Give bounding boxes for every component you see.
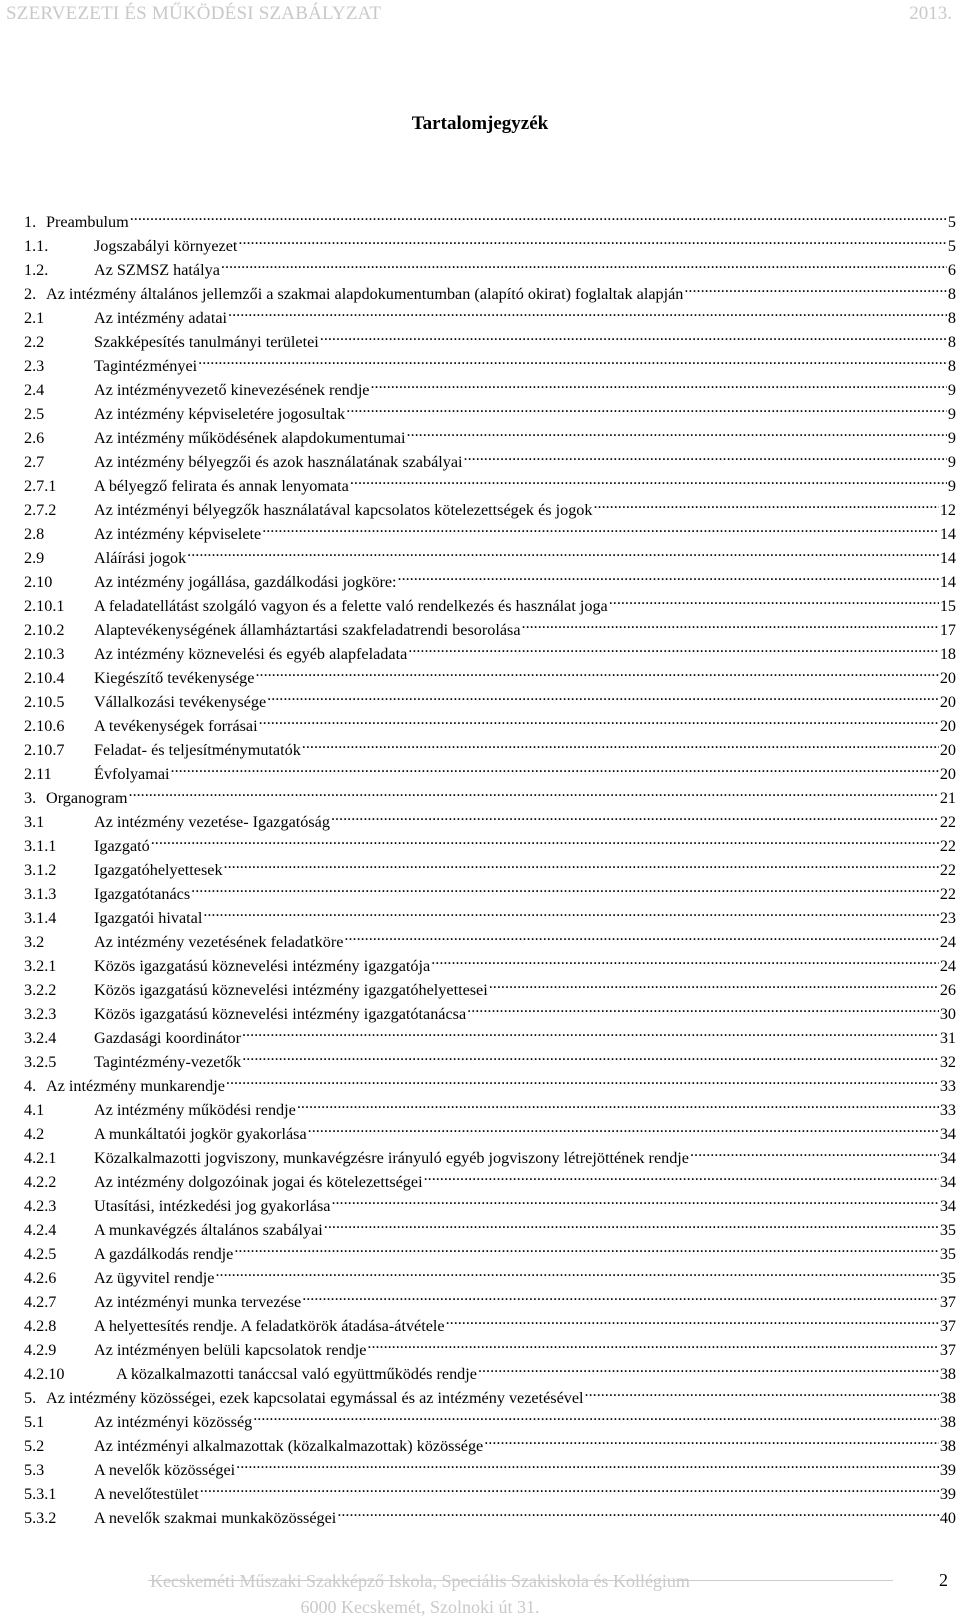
toc-entry-title: A nevelők szakmai munkaközösségei (94, 1509, 337, 1527)
toc-entry-title: Az intézmény bélyegzői és azok használatának szabályai (94, 453, 463, 471)
toc-entry-page: 26 (939, 981, 956, 999)
toc-leader-dots (191, 875, 939, 899)
toc-entry-title: Igazgatóhelyettesek (94, 861, 223, 879)
toc-leader-dots (255, 659, 938, 683)
toc-entry-number: 3.2.5 (24, 1053, 57, 1071)
toc-leader-dots (464, 443, 947, 467)
toc-leader-dots (226, 1067, 939, 1091)
toc-entry-number: 5.1 (24, 1413, 45, 1431)
toc-entry-title: A nevelők közösségei (94, 1461, 236, 1479)
toc-entry-page: 9 (947, 381, 956, 399)
toc-leader-dots (129, 779, 939, 803)
toc-leader-dots (302, 731, 939, 755)
toc-entry[interactable] (24, 1187, 956, 1215)
toc-entry[interactable] (24, 1427, 956, 1455)
toc-leader-dots (467, 995, 939, 1019)
toc-entry-title: Kiegészítő tevékenysége (94, 669, 255, 687)
toc-entry-page: 38 (939, 1389, 956, 1407)
toc-leader-dots (478, 1355, 939, 1379)
toc-entry[interactable] (24, 467, 956, 495)
toc-leader-dots (221, 251, 947, 275)
toc-leader-dots (609, 587, 939, 611)
toc-entry-title: Az intézmény jogállása, gazdálkodási jogköre: (94, 573, 397, 591)
toc-entry[interactable] (24, 1163, 956, 1191)
toc-entry[interactable] (24, 1115, 956, 1143)
toc-entry-title: Az intézmény működésének alapdokumentumai (94, 429, 406, 447)
toc-entry-number: 3.1.2 (24, 861, 57, 879)
page-title: Tartalomjegyzék (411, 113, 549, 134)
toc-entry-title: Az intézményi bélyegzők használatával kapcsolatos kötelezettségek és jogok (94, 501, 593, 519)
toc-entry[interactable] (24, 371, 956, 399)
toc-entry-title: Az ügyvitel rendje (94, 1269, 215, 1287)
toc-entry-page: 34 (939, 1149, 956, 1167)
toc-entry-page: 31 (939, 1029, 956, 1047)
toc-entry-number: 3.2 (24, 933, 45, 951)
toc-leader-dots (130, 203, 947, 227)
toc-entry[interactable] (24, 1091, 956, 1119)
toc-entry[interactable] (24, 491, 956, 519)
toc-entry-title: Vállalkozási tevékenysége (94, 693, 267, 711)
toc-leader-dots (398, 563, 939, 587)
toc-entry-page: 33 (939, 1077, 956, 1095)
toc-entry-title: Szakképesítés tanulmányi területei (94, 333, 319, 351)
toc-entry[interactable] (24, 635, 956, 663)
toc-entry-title: A nevelőtestület (94, 1485, 199, 1503)
toc-entry-number: 4.2.9 (24, 1341, 57, 1359)
toc-entry-number: 4.2.5 (24, 1245, 57, 1263)
toc-leader-dots (200, 1475, 939, 1499)
toc-entry-number: 2.5 (24, 405, 45, 423)
toc-entry-page: 9 (947, 477, 956, 495)
toc-entry-number: 3.2.2 (24, 981, 57, 999)
toc-entry[interactable] (24, 803, 956, 831)
toc-entry-page: 9 (947, 429, 956, 447)
toc-entry[interactable] (24, 539, 956, 567)
toc-entry-title: Igazgatói hivatal (94, 909, 203, 927)
toc-leader-dots (337, 1499, 939, 1523)
toc-leader-dots (489, 971, 939, 995)
toc-entry-number: 2.10.3 (24, 645, 65, 663)
toc-entry-title: A feladatellátást szolgáló vagyon és a felette való rendelkezés és használat joga (94, 597, 608, 615)
toc-entry-page: 18 (939, 645, 956, 663)
toc-entry-page: 8 (947, 333, 956, 351)
toc-entry-page: 17 (939, 621, 956, 639)
toc-entry[interactable] (24, 707, 956, 735)
toc-leader-dots (408, 635, 939, 659)
toc-entry-number: 2.10.4 (24, 669, 65, 687)
toc-entry-number: 4.2.3 (24, 1197, 57, 1215)
toc-entry-number: 2.10.6 (24, 717, 65, 735)
toc-entry-title: Az intézmény vezetésének feladatköre (94, 933, 344, 951)
toc-leader-dots (320, 323, 947, 347)
toc-entry[interactable] (24, 275, 956, 303)
toc-entry-page: 37 (939, 1317, 956, 1335)
toc-entry-title: Az intézményi alkalmazottak (közalkalmazottak) közössége (94, 1437, 484, 1455)
toc-entry-title: Az intézmény működési rendje (94, 1101, 296, 1119)
toc-entry-title: Az intézményi munka tervezése (94, 1293, 302, 1311)
toc-entry-title: Alaptevékenységének államháztartási szakfeladatrendi besorolása (94, 621, 521, 639)
toc-entry-title: Az intézmény dolgozóinak jogai és kötelezettségei (94, 1173, 423, 1191)
toc-entry-number: 4.2.1 (24, 1149, 57, 1167)
toc-entry-title: A tevékenységek forrásai (94, 717, 258, 735)
toc-entry[interactable] (24, 227, 956, 255)
toc-entry-title: Az intézmény képviselete (94, 525, 262, 543)
toc-entry[interactable] (24, 1019, 956, 1047)
toc-entry-page: 38 (939, 1365, 956, 1383)
toc-entry-number: 2.2 (24, 333, 45, 351)
toc-entry-title: Közös igazgatású köznevelési intézmény igazgatóhelyettesei (94, 981, 488, 999)
toc-entry-title: Jogszabályi környezet (94, 237, 238, 255)
toc-leader-dots (407, 419, 947, 443)
toc-leader-dots (236, 1451, 939, 1475)
toc-entry-title: A bélyegző felirata és annak lenyomata (94, 477, 349, 495)
toc-entry-title: Igazgató (94, 837, 150, 855)
toc-entry-page: 20 (939, 741, 956, 759)
toc-entry-number: 5. (24, 1389, 37, 1407)
toc-entry-number: 5.3 (24, 1461, 45, 1479)
toc-entry-title: Közös igazgatású köznevelési intézmény igazgatója (94, 957, 431, 975)
toc-entry-number: 4.2.8 (24, 1317, 57, 1335)
toc-leader-dots (242, 1043, 939, 1067)
toc-leader-dots (198, 347, 947, 371)
toc-entry[interactable] (24, 1139, 956, 1167)
toc-entry-page: 22 (939, 861, 956, 879)
toc-entry[interactable] (24, 1451, 956, 1479)
toc-entry-title: Igazgatótanács (94, 885, 191, 903)
toc-entry-title: Közös igazgatású köznevelési intézmény igazgatótanácsa (94, 1005, 467, 1023)
toc-entry-number: 3.2.3 (24, 1005, 57, 1023)
toc-entry-number: 4.2.10 (24, 1365, 65, 1383)
toc-entry[interactable] (24, 563, 956, 591)
toc-entry-title: Évfolyamai (94, 765, 170, 783)
toc-entry-number: 2.10.2 (24, 621, 65, 639)
toc-entry[interactable] (24, 947, 956, 975)
toc-leader-dots (302, 1283, 939, 1307)
toc-entry-number: 4.2.6 (24, 1269, 57, 1287)
toc-entry-title: Aláírási jogok (94, 549, 187, 567)
toc-entry[interactable] (24, 1499, 956, 1527)
toc-entry-page: 35 (939, 1269, 956, 1287)
toc-entry-title: Az intézmény adatai (94, 309, 228, 327)
toc-entry-title: Az intézmény általános jellemzői a szakmai alapdokumentumban (alapító okirat) foglaltak alapján (46, 285, 684, 303)
toc-leader-dots (224, 851, 939, 875)
toc-entry-number: 3.2.1 (24, 957, 57, 975)
toc-entry-page: 14 (939, 573, 956, 591)
toc-entry[interactable] (24, 1211, 956, 1239)
toc-entry-number: 2.7 (24, 453, 45, 471)
toc-entry-page: 30 (939, 1005, 956, 1023)
toc-entry[interactable] (24, 299, 956, 327)
toc-entry-number: 1.2. (24, 261, 49, 279)
toc-entry-page: 38 (939, 1437, 956, 1455)
toc-entry-number: 3.1 (24, 813, 45, 831)
toc-leader-dots (187, 539, 939, 563)
toc-entry[interactable] (24, 1355, 956, 1383)
toc-entry-page: 24 (939, 957, 956, 975)
toc-entry[interactable] (24, 419, 956, 447)
toc-leader-dots (585, 1379, 939, 1403)
toc-entry-page: 35 (939, 1221, 956, 1239)
toc-entry[interactable] (24, 395, 956, 423)
toc-entry-number: 4.2.2 (24, 1173, 57, 1191)
toc-entry-page: 20 (939, 669, 956, 687)
toc-leader-dots (367, 1331, 938, 1355)
toc-entry-number: 3.1.4 (24, 909, 57, 927)
toc-entry-title: A munkáltatói jogkör gyakorlása (94, 1125, 307, 1143)
toc-entry-page: 8 (947, 285, 956, 303)
toc-entry-page: 33 (939, 1101, 956, 1119)
toc-entry[interactable] (24, 971, 956, 999)
toc-entry[interactable] (24, 1379, 956, 1407)
toc-entry[interactable] (24, 1067, 956, 1095)
toc-entry-number: 5.3.2 (24, 1509, 57, 1527)
toc-entry-page: 21 (939, 789, 956, 807)
toc-entry-number: 2.8 (24, 525, 45, 543)
toc-leader-dots (331, 803, 939, 827)
toc-entry-title: Preambulum (46, 213, 129, 231)
toc-leader-dots (171, 755, 939, 779)
toc-entry-number: 2. (24, 285, 37, 303)
toc-leader-dots (203, 899, 938, 923)
toc-entry-page: 35 (939, 1245, 956, 1263)
toc-entry-title: Az intézményvezető kinevezésének rendje (94, 381, 370, 399)
toc-leader-dots (259, 707, 939, 731)
toc-entry-number: 5.2 (24, 1437, 45, 1455)
toc-entry[interactable] (24, 587, 956, 615)
toc-entry-page: 37 (939, 1341, 956, 1359)
toc-entry[interactable] (24, 659, 956, 687)
toc-entry-title: Tagintézményei (94, 357, 198, 375)
toc-leader-dots (234, 1235, 938, 1259)
toc-entry[interactable] (24, 1475, 956, 1503)
toc-entry-page: 39 (939, 1485, 956, 1503)
toc-leader-dots (262, 515, 939, 539)
toc-entry-number: 2.7.2 (24, 501, 57, 519)
toc-leader-dots (297, 1091, 939, 1115)
toc-leader-dots (350, 467, 947, 491)
toc-leader-dots (346, 395, 947, 419)
toc-entry-title: Utasítási, intézkedési jog gyakorlása (94, 1197, 331, 1215)
toc-entry[interactable] (24, 683, 956, 711)
toc-leader-dots (522, 611, 939, 635)
toc-leader-dots (344, 923, 938, 947)
toc-entry[interactable] (24, 515, 956, 543)
toc-entry-page: 20 (939, 693, 956, 711)
toc-entry-page: 24 (939, 933, 956, 951)
toc-entry[interactable] (24, 1283, 956, 1311)
toc-entry-number: 2.4 (24, 381, 45, 399)
toc-entry-number: 3. (24, 789, 37, 807)
toc-leader-dots (371, 371, 947, 395)
toc-entry-title: A munkavégzés általános szabályai (94, 1221, 323, 1239)
toc-entry-page: 12 (939, 501, 956, 519)
toc-entry-page: 22 (939, 837, 956, 855)
toc-entry-page: 14 (939, 549, 956, 567)
toc-entry[interactable] (24, 731, 956, 759)
toc-entry-title: Az intézményen belüli kapcsolatok rendje (94, 1341, 367, 1359)
toc-entry-number: 2.11 (24, 765, 52, 783)
toc-entry-number: 1. (24, 213, 37, 231)
toc-entry[interactable] (24, 323, 956, 351)
toc-entry[interactable] (24, 827, 956, 855)
toc-leader-dots (690, 1139, 939, 1163)
toc-entry-page: 32 (939, 1053, 956, 1071)
toc-entry[interactable] (24, 611, 956, 639)
toc-leader-dots (308, 1115, 939, 1139)
toc-entry-number: 1.1. (24, 237, 49, 255)
header-title: SZERVEZETI ÉS MŰKÖDÉSI SZABÁLYZAT (6, 3, 382, 24)
toc-leader-dots (215, 1259, 938, 1283)
toc-entry-page: 34 (939, 1125, 956, 1143)
toc-entry-number: 4.1 (24, 1101, 45, 1119)
toc-entry[interactable] (24, 203, 956, 231)
page-number: 2 (939, 1570, 948, 1590)
toc-leader-dots (446, 1307, 939, 1331)
toc-leader-dots (242, 1019, 939, 1043)
toc-entry-page: 5 (947, 213, 956, 231)
toc-entry-title: Az SZMSZ hatálya (94, 261, 220, 279)
toc-entry-number: 2.7.1 (24, 477, 57, 495)
toc-entry[interactable] (24, 1307, 956, 1335)
toc-entry-number: 3.1.1 (24, 837, 57, 855)
toc-entry[interactable] (24, 923, 956, 951)
toc-entry-page: 8 (947, 309, 956, 327)
toc-entry-page: 20 (939, 765, 956, 783)
toc-entry[interactable] (24, 1043, 956, 1071)
toc-entry[interactable] (24, 995, 956, 1023)
toc-entry[interactable] (24, 779, 956, 807)
toc-entry-page: 5 (947, 237, 956, 255)
toc-entry-number: 4. (24, 1077, 37, 1095)
toc-leader-dots (238, 227, 947, 251)
footer-institution: Kecskeméti Műszaki Szakképző Iskola, Speciális Szakiskola és Kollégium (150, 1571, 690, 1591)
toc-leader-dots (484, 1427, 939, 1451)
toc-leader-dots (324, 1211, 939, 1235)
toc-entry-page: 9 (947, 453, 956, 471)
toc-entry[interactable] (24, 875, 956, 903)
toc-entry[interactable] (24, 443, 956, 471)
toc-entry-page: 22 (939, 885, 956, 903)
toc-entry[interactable] (24, 1259, 956, 1287)
toc-entry-title: Organogram (46, 789, 128, 807)
toc-entry-title: Gazdasági koordinátor (94, 1029, 241, 1047)
toc-leader-dots (228, 299, 947, 323)
toc-entry-title: Az intézményi közösség (94, 1413, 253, 1431)
toc-entry-title: Közalkalmazotti jogviszony, munkavégzésre irányuló egyéb jogviszony létrejöttének rendje (94, 1149, 689, 1167)
toc-entry[interactable] (24, 1331, 956, 1359)
toc-entry-page: 34 (939, 1197, 956, 1215)
running-header (0, 0, 960, 30)
toc-entry-number: 2.10.5 (24, 693, 65, 711)
toc-entry-number: 3.1.3 (24, 885, 57, 903)
toc-entry-number: 2.9 (24, 549, 45, 567)
toc-leader-dots (431, 947, 939, 971)
toc-entry-page: 6 (947, 261, 956, 279)
toc-entry-number: 2.6 (24, 429, 45, 447)
toc-entry-title: Az intézmény közösségei, ezek kapcsolatai egymással és az intézmény vezetésével (46, 1389, 584, 1407)
toc-entry-page: 39 (939, 1461, 956, 1479)
toc-entry[interactable] (24, 1403, 956, 1431)
toc-entry-page: 15 (939, 597, 956, 615)
toc-entry-number: 4.2 (24, 1125, 45, 1143)
header-year: 2013. (909, 3, 952, 24)
toc-entry-number: 3.2.4 (24, 1029, 57, 1047)
toc-entry-page: 40 (939, 1509, 956, 1527)
toc-entry-page: 38 (939, 1413, 956, 1431)
toc-entry[interactable] (24, 755, 956, 783)
toc-entry[interactable] (24, 851, 956, 879)
toc-entry[interactable] (24, 251, 956, 279)
toc-entry-title: Tagintézmény-vezetők (94, 1053, 242, 1071)
toc-leader-dots (684, 275, 947, 299)
footer-address: 6000 Kecskemét, Szolnoki út 31. (300, 1597, 540, 1617)
toc-entry-title: Az intézmény vezetése- Igazgatóság (94, 813, 330, 831)
toc-entry-number: 4.2.4 (24, 1221, 57, 1239)
toc-entry-page: 22 (939, 813, 956, 831)
toc-entry-number: 2.10.1 (24, 597, 65, 615)
toc-entry-page: 23 (939, 909, 956, 927)
toc-entry-title: A helyettesítés rendje. A feladatkörök átadása-átvétele (94, 1317, 445, 1335)
toc-entry-number: 2.3 (24, 357, 45, 375)
toc-entry-number: 4.2.7 (24, 1293, 57, 1311)
toc-leader-dots (253, 1403, 939, 1427)
toc-leader-dots (151, 827, 939, 851)
toc-leader-dots (331, 1187, 938, 1211)
toc-entry-page: 37 (939, 1293, 956, 1311)
toc-entry-number: 2.1 (24, 309, 45, 327)
toc-entry-page: 14 (939, 525, 956, 543)
table-of-contents (24, 203, 956, 1527)
toc-entry-title: Az intézmény képviseletére jogosultak (94, 405, 346, 423)
toc-entry-title: Az intézmény köznevelési és egyéb alapfeladata (94, 645, 408, 663)
toc-leader-dots (424, 1163, 939, 1187)
toc-entry-page: 20 (939, 717, 956, 735)
toc-entry[interactable] (24, 1235, 956, 1263)
toc-entry-title: A gazdálkodás rendje (94, 1245, 234, 1263)
toc-entry[interactable] (24, 899, 956, 927)
toc-entry[interactable] (24, 347, 956, 375)
toc-entry-number: 5.3.1 (24, 1485, 57, 1503)
toc-leader-dots (593, 491, 938, 515)
toc-entry-page: 8 (947, 357, 956, 375)
toc-entry-page: 9 (947, 405, 956, 423)
toc-entry-number: 2.10.7 (24, 741, 65, 759)
toc-entry-title: Az intézmény munkarendje (46, 1077, 225, 1095)
toc-leader-dots (267, 683, 939, 707)
toc-entry-title: Feladat- és teljesítménymutatók (94, 741, 301, 759)
toc-entry-page: 34 (939, 1173, 956, 1191)
toc-entry-number: 2.10 (24, 573, 53, 591)
toc-entry-title: A közalkalmazotti tanáccsal való együttműködés rendje (116, 1365, 477, 1383)
